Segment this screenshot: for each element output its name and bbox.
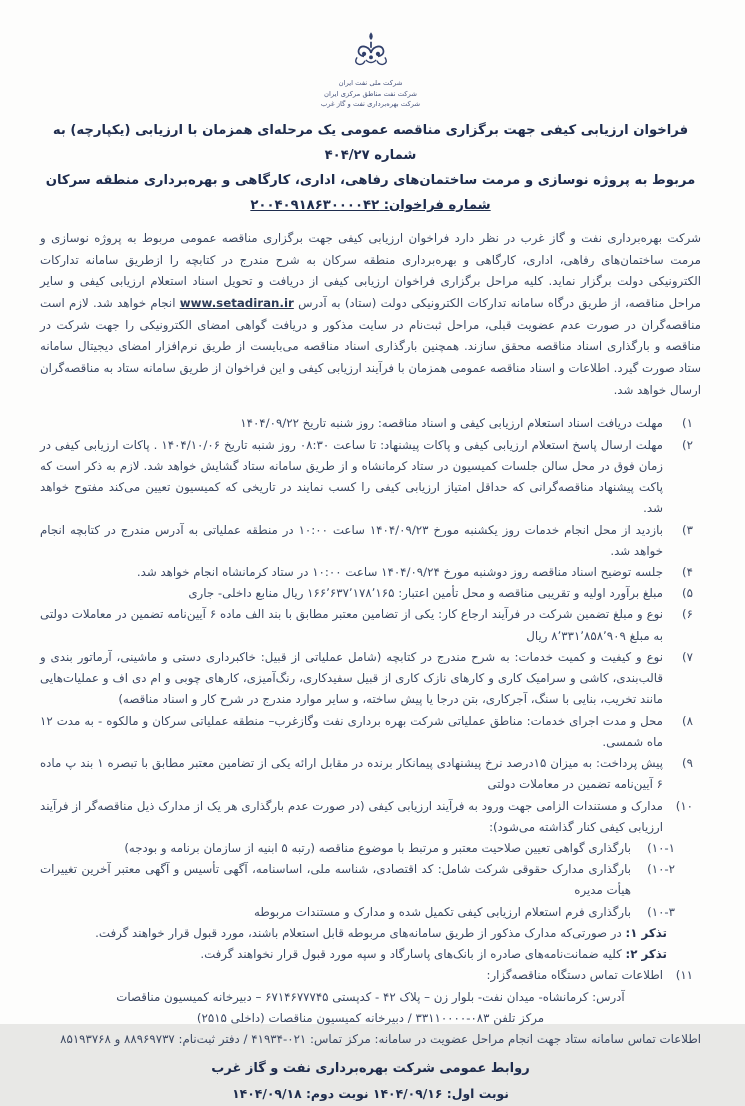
item-text: اطلاعات تماس دستگاه مناقصه‌گزار: <box>486 968 663 983</box>
list-subitem-10-2 <box>40 859 701 901</box>
subitem-text: بارگذاری فرم استعلام ارزیابی کیفی تکمیل شده و مدارک و مستندات مربوطه <box>254 904 631 919</box>
public-relations-signature: روابط عمومی شرکت بهره‌برداری نفت و گاز غرب <box>211 1061 530 1077</box>
contact-address-line: آدرس: کرمانشاه- میدان نفت- بلوار زن – پلاک ۴۲ - کدپستی ۶۷۱۴۶۷۷۷۴۵ – دبیرخانه کمیسیون مناقصات <box>116 989 625 1004</box>
item-text: محل و مدت اجرای خدمات: مناطق عملیاتی شرکت بهره برداری نفت وگازغرب– منطقه عملیاتی سرکان و مالکوه - به مدت ۱۲ ماه شمسی. <box>40 713 663 749</box>
remark-text: کلیه ضمانت‌نامه‌های صادره از بانک‌های پاسارگاد و سپه مورد قبول قرار نخواهند گرفت. <box>200 947 626 962</box>
remark-1 <box>40 923 701 944</box>
list-item-8 <box>40 711 701 753</box>
subitem-text: بارگذاری مدارک حقوقی شرکت شامل: کد اقتصادی، شناسه ملی، اساسنامه، آگهی تأسیس و آگهی معتبر آخرین تغییرات هیأت مدیره <box>40 862 631 898</box>
item-text: بازدید از محل انجام خدمات روز یکشنبه مورخ ۱۴۰۴/۰۹/۲۳ ساعت ۱۰:۰۰ در منطقه عملیاتی به آدرس مندرج در کتابچه انجام خواهد شد. <box>40 522 663 558</box>
item-text: مبلغ برآورد اولیه و تقریبی مناقصه و محل تأمین اعتبار: ۱۶۶٬۶۳۷٬۱۷۸٬۱۶۵ ریال منابع داخلی- جاری <box>188 586 663 601</box>
item-number: ۱۰) <box>675 798 693 813</box>
intro-paragraph <box>40 228 701 402</box>
list-item-11 <box>40 965 701 986</box>
remark-label: تذکر ۲: <box>625 947 667 962</box>
item-number: ۹) <box>682 756 693 771</box>
company-name-line: شرکت ملی نفت ایران <box>338 79 403 87</box>
item-number: ۱۱) <box>675 968 693 983</box>
item-text: نوع و کیفیت و کمیت خدمات: به شرح مندرج در کتابچه (شامل عملیاتی از قبیل: خاکبرداری دستی و ماشینی، آرماتور بندی و قالب‌بندی، کاشی و سرامیک کاری و کارهای نازک کاری از قبیل سفیدکاری، رنگ‌آمیزی، کارهای چوبی و ام دی اف و عملیات‌هایی مانند تخریب، بنایی با سنگ، آجرکاری، بتن درجا یا پیش ساخته، و سایر موارد مندرج در شرح کار و اسناد مناقصه) <box>40 649 663 707</box>
letterhead-company-names <box>321 78 420 110</box>
item-number: ۷) <box>682 649 693 664</box>
list-item-5 <box>40 583 701 604</box>
company-name-line: شرکت بهره‌برداری نفت و گاز غرب <box>320 100 421 109</box>
publication-dates: نوبت اول: ۱۴۰۴/۰۹/۱۶ نوبت دوم: ۱۴۰۴/۰۹/۱۸ <box>232 1086 509 1102</box>
list-item-10 <box>40 796 701 838</box>
tender-title-line1: فراخوان ارزیابی کیفی جهت برگزاری مناقصه عمومی یک مرحله‌ای همزمان با ارزیابی (یکپارچه) به شماره ۴۰۴/۲۷ <box>52 122 689 163</box>
list-item-2 <box>40 435 701 520</box>
remark-label: تذکر ۱: <box>625 925 667 940</box>
list-subitem-10-3 <box>40 902 701 923</box>
document-footer <box>40 1056 701 1106</box>
item-text: مدارک و مستندات الزامی جهت ورود به فرآیند ارزیابی کیفی (در صورت عدم بارگذاری هر یک از مدارک ذیل مناقصه‌گر از فرآیند ارزیابی کیفی کنار گذاشته می‌شود): <box>40 798 663 834</box>
item-text: مهلت ارسال پاسخ استعلام ارزیابی کیفی و پاکات پیشنهاد: تا ساعت ۰۸:۳۰ روز شنبه تاریخ ۱۴۰۴/۱۰/۰۶ . پاکات ارزیابی کیفی در زمان فوق در محل سالن جلسات کمیسیون در ستاد کرمانشاه و از طریق سامانه ستاد گشایش خواهد شد. لازم به ذکر است که پاکت پیشنهاد مناقصه‌گرانی که حداقل امتیاز ارزیابی کیفی را کسب نمایند در تاریخی که کمیسیون تعیین می‌کند مفتوح خواهد شد. <box>40 437 663 516</box>
list-item-6 <box>40 604 701 646</box>
remark-2 <box>40 944 701 965</box>
tender-reference-number: شماره فراخوان: ۲۰۰۴۰۹۱۸۶۳۰۰۰۰۴۲ <box>250 197 491 213</box>
contact-phone-line: مرکز تلفن ۰۸۳-۳۳۱۱۰۰۰۰ / دبیرخانه کمیسیون مناقصات (داخلی ۲۵۱۵) <box>196 1010 545 1025</box>
intro-text-before-link: شرکت بهره‌برداری نفت و گاز غرب در نظر دارد فراخوان ارزیابی کیفی جهت برگزاری مناقصه عمومی مربوط به پروژه نوسازی و مرمت ساختمان‌های رفاهی، اداری، کارگاهی و بهره‌برداری منطقه سرکان به شرح مندرج در کتابچه را ازطریق سامانه تدارکات الکترونیکی دولت برگزار نماید. کلیه مراحل برگزاری فراخوان ارزیابی کیفی از دریافت و تحویل اسناد استعلام ارزیابی کیفی و سایر مراحل مناقصه، از طریق درگاه سامانه تدارکات الکترونیکی دولت (ستاد) به آدرس <box>40 230 702 311</box>
subitem-number: ۱۰-۱) <box>647 841 675 856</box>
list-item-1 <box>40 413 701 434</box>
tender-title-line2: مربوط به پروژه نوسازی و مرمت ساختمان‌های رفاهی، اداری، کارگاهی و بهره‌برداری منطقه سرکان <box>45 172 696 188</box>
item-number: ۲) <box>682 437 693 452</box>
setadiran-url-link[interactable]: www.setadiran.ir <box>179 296 294 311</box>
item-number: ۱) <box>682 416 693 431</box>
subitem-number: ۱۰-۲) <box>647 862 675 877</box>
nioc-oil-company-logo-icon <box>345 30 397 76</box>
item-text: جلسه توضیح اسناد مناقصه روز دوشنبه مورخ ۱۴۰۴/۰۹/۲۴ ساعت ۱۰:۰۰ در ستاد کرمانشاه انجام خواهد شد. <box>136 564 663 579</box>
subitem-text: بارگذاری گواهی تعیین صلاحیت معتبر و مرتبط با موضوع مناقصه (رتبه ۵ ابنیه از سازمان برنامه و بودجه) <box>124 841 631 856</box>
subitem-number: ۱۰-۳) <box>647 904 675 919</box>
list-subitem-10-1 <box>40 838 701 859</box>
item-number: ۳) <box>682 522 693 537</box>
list-item-3 <box>40 520 701 562</box>
company-name-line: شرکت نفت مناطق مرکزی ایران <box>324 89 417 98</box>
item-number: ۸) <box>682 713 693 728</box>
item-number: ۵) <box>682 586 693 601</box>
document-letterhead <box>40 30 701 110</box>
item-text: مهلت دریافت اسناد استعلام ارزیابی کیفی و اسناد مناقصه: روز شنبه تاریخ ۱۴۰۴/۰۹/۲۲ <box>240 416 663 431</box>
list-item-9 <box>40 753 701 795</box>
item-text: پیش پرداخت: به میزان ۱۵درصد نرخ پیشنهادی پیمانکار برنده در مقابل ارائه یکی از تضامین معتبر مطابق با تبصره ۱ بند پ ماده ۶ آیین‌نامه تضمین در معاملات دولتی <box>40 756 663 792</box>
contact-setad-line: اطلاعات تماس سامانه ستاد جهت انجام مراحل عضویت در سامانه: مرکز تماس: ۰۲۱-۴۱۹۳۴ / دفتر ثبت‌نام: ۸۸۹۶۹۷۳۷ و ۸۵۱۹۳۷۶۸ <box>60 1032 701 1047</box>
list-item-7 <box>40 647 701 711</box>
intro-text-after-link: انجام خواهد شد. لازم است مناقصه‌گران در صورت عدم عضویت قبلی، مراحل ثبت‌نام در سایت مذکور و دریافت گواهی امضای الکترونیکی را جهت شرکت در مناقصه و بارگذاری اسناد مناقصه محقق سازند. همچنین بارگذاری اسناد مناقصه می‌بایست از طریق نرم‌افزار امضای دیجیتال سامانه ستاد صورت گیرد. اطلاعات و اسناد مناقصه عمومی همزمان با فرآیند ارزیابی کیفی و این فراخوان از طریق سامانه ستاد به مناقصه‌گران ارسال خواهد شد. <box>40 296 701 397</box>
list-item-4 <box>40 562 701 583</box>
item-number: ۶) <box>682 607 693 622</box>
tender-conditions-list <box>40 413 701 1050</box>
item-number: ۴) <box>682 564 693 579</box>
document-title-block <box>40 118 701 218</box>
item-text: نوع و مبلغ تضمین شرکت در فرآیند ارجاع کار: یکی از تضامین معتبر مطابق با بند الف ماده ۶ آیین‌نامه تضمین در معاملات دولتی به مبلغ ۸٬۳۳۱٬۸۵۸٬۹۰۹ ریال <box>40 607 663 643</box>
remark-text: در صورتی‌که مدارک مذکور از طریق سامانه‌های مربوطه قابل استعلام باشند، مورد قبول قرار خواهند گرفت. <box>95 925 626 940</box>
